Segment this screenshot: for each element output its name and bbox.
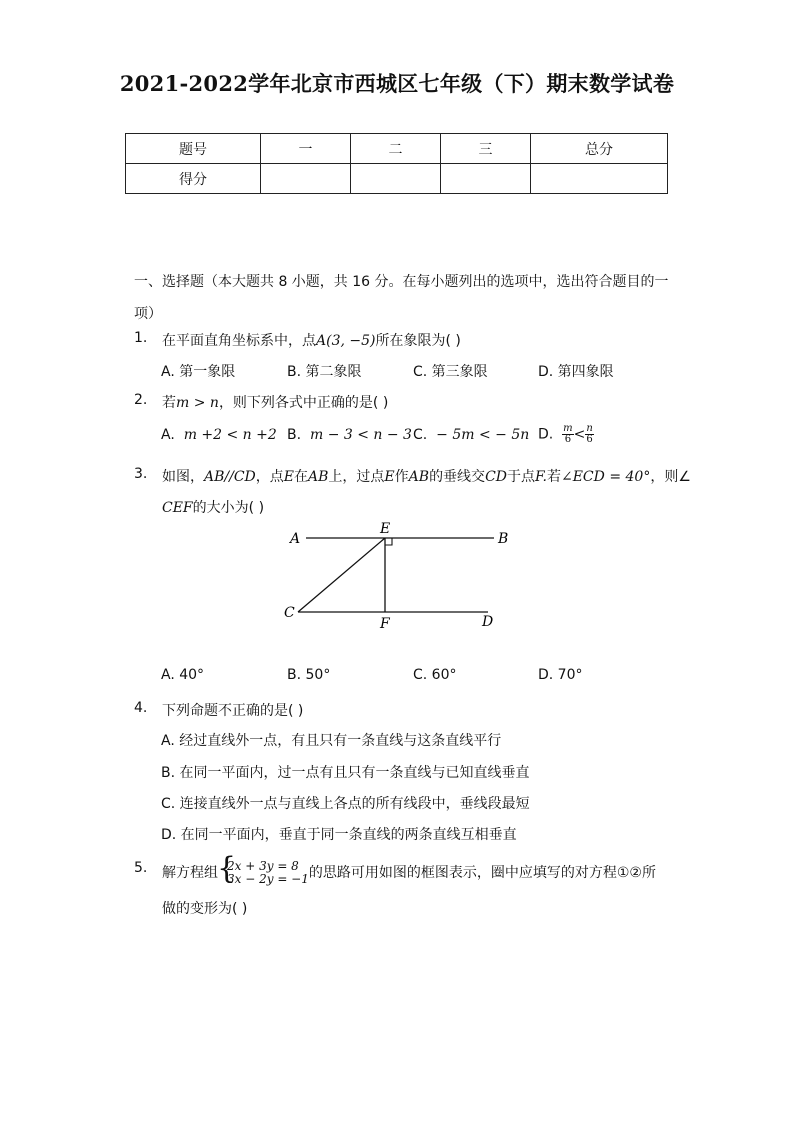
label-b: B [498, 531, 509, 547]
option-label: A. [161, 427, 175, 443]
math: m > n [176, 395, 219, 411]
text: 在平面直角坐标系中，点 [162, 333, 316, 349]
header-cell: 一 [261, 134, 351, 164]
text: 的思路可用如图的框图表示，圈中应填写的对方程①②所 [308, 865, 656, 881]
label-c: C [284, 605, 295, 621]
math: AB [408, 469, 430, 485]
score-table-header-row [126, 134, 668, 164]
option-c[interactable]: C. 第三象限 [413, 364, 488, 380]
option-c[interactable]: C. 60° [413, 667, 457, 683]
option-d[interactable]: D. 70° [538, 667, 583, 683]
header-cell: 题号 [126, 134, 261, 164]
option-b[interactable]: B. 50° [287, 667, 331, 683]
option-c[interactable]: C. 连接直线外一点与直线上各点的所有线段中，垂线段最短 [161, 796, 530, 812]
label-e: E [380, 521, 391, 537]
score-cell [531, 164, 668, 194]
right-angle-mark [385, 538, 392, 545]
label-d: D [482, 614, 494, 630]
section-heading: 一、选择题（本大题共 8 小题，共 16 分。在每小题列出的选项中，选出符合题目的一项） [134, 274, 669, 322]
option-b[interactable] [287, 427, 412, 443]
question-text [162, 851, 692, 886]
fraction [562, 424, 573, 445]
math: ∠ECD = 40° [560, 469, 651, 485]
row-label: 得分 [126, 164, 261, 194]
question-number: 5. [134, 860, 148, 876]
geometry-figure [280, 518, 520, 633]
score-cell [261, 164, 351, 194]
numerator: n [586, 423, 593, 434]
text: 在 [294, 469, 309, 485]
text: 若 [546, 469, 561, 485]
question-number: 3. [134, 466, 148, 482]
fraction [585, 424, 593, 445]
option-label: D. [538, 426, 554, 443]
option-math: − 5m < − 5n [436, 427, 530, 443]
text: 的垂线交 [429, 469, 486, 485]
equation-system [217, 851, 309, 886]
question-number: 2. [134, 392, 148, 408]
header-cell: 三 [441, 134, 531, 164]
question-text: 下列命题不正确的是( ) [162, 703, 304, 719]
text: 作 [394, 469, 409, 485]
math: AB//CD [204, 469, 256, 485]
text: 所在象限为( ) [375, 333, 461, 349]
option-d[interactable]: D. 在同一平面内，垂直于同一条直线的两条直线互相垂直 [161, 827, 517, 843]
math: CD [485, 469, 507, 485]
option-d[interactable] [538, 424, 594, 445]
text: ，则下列各式中正确的是( ) [218, 395, 389, 411]
less-than: < [573, 426, 586, 443]
denominator: 6 [564, 434, 572, 445]
math: A(3, −5) [316, 333, 376, 349]
math: E [283, 469, 295, 485]
equation-2: 3x − 2y = −1 [227, 872, 309, 886]
score-cell [351, 164, 441, 194]
brace: { [217, 851, 237, 886]
question-number: 4. [134, 700, 148, 716]
text: 如图， [162, 469, 204, 485]
numerator: m [563, 423, 573, 434]
question-text [162, 392, 672, 412]
question-number: 1. [134, 330, 148, 346]
denominator: 6 [586, 434, 593, 445]
question-text [162, 497, 672, 517]
text: 上，过点 [328, 469, 385, 485]
header-cell: 二 [351, 134, 441, 164]
option-b[interactable]: B. 在同一平面内，过一点有且只有一条直线与已知直线垂直 [161, 765, 530, 781]
question-text [162, 330, 672, 350]
text: 若 [162, 395, 176, 411]
option-b[interactable]: B. 第二象限 [287, 364, 362, 380]
question-text: 做的变形为( ) [162, 901, 248, 917]
math: CEF [162, 500, 193, 516]
text: 的大小为( ) [192, 500, 265, 516]
question-text [162, 466, 692, 486]
option-c[interactable] [413, 427, 529, 443]
line-ec [298, 538, 385, 612]
header-cell: 总分 [531, 134, 668, 164]
option-a[interactable]: A. 40° [161, 667, 205, 683]
text: ，点 [255, 469, 284, 485]
option-d[interactable]: D. 第四象限 [538, 364, 614, 380]
option-math: m +2 < n +2 [183, 427, 277, 443]
option-math: m − 3 < n − 3 [309, 427, 412, 443]
page-title: 2021-2022学年北京市西城区七年级（下）期末数学试卷 [119, 71, 675, 96]
label-f: F [380, 616, 390, 632]
equation-1: 2x + 3y = 8 [227, 859, 299, 873]
option-label: B. [287, 427, 302, 443]
score-table [125, 133, 668, 194]
math: AB [308, 469, 329, 485]
math: F. [535, 469, 547, 485]
text: 解方程组 [162, 865, 218, 881]
score-cell [441, 164, 531, 194]
option-label: C. [413, 427, 428, 443]
text: 于点 [507, 469, 535, 485]
option-a[interactable] [161, 427, 277, 443]
option-a[interactable]: A. 第一象限 [161, 364, 236, 380]
text: ，则∠ [650, 469, 691, 485]
label-a: A [290, 531, 301, 547]
math: E [384, 469, 395, 485]
option-a[interactable]: A. 经过直线外一点，有且只有一条直线与这条直线平行 [161, 733, 502, 749]
score-table-row [126, 164, 668, 194]
